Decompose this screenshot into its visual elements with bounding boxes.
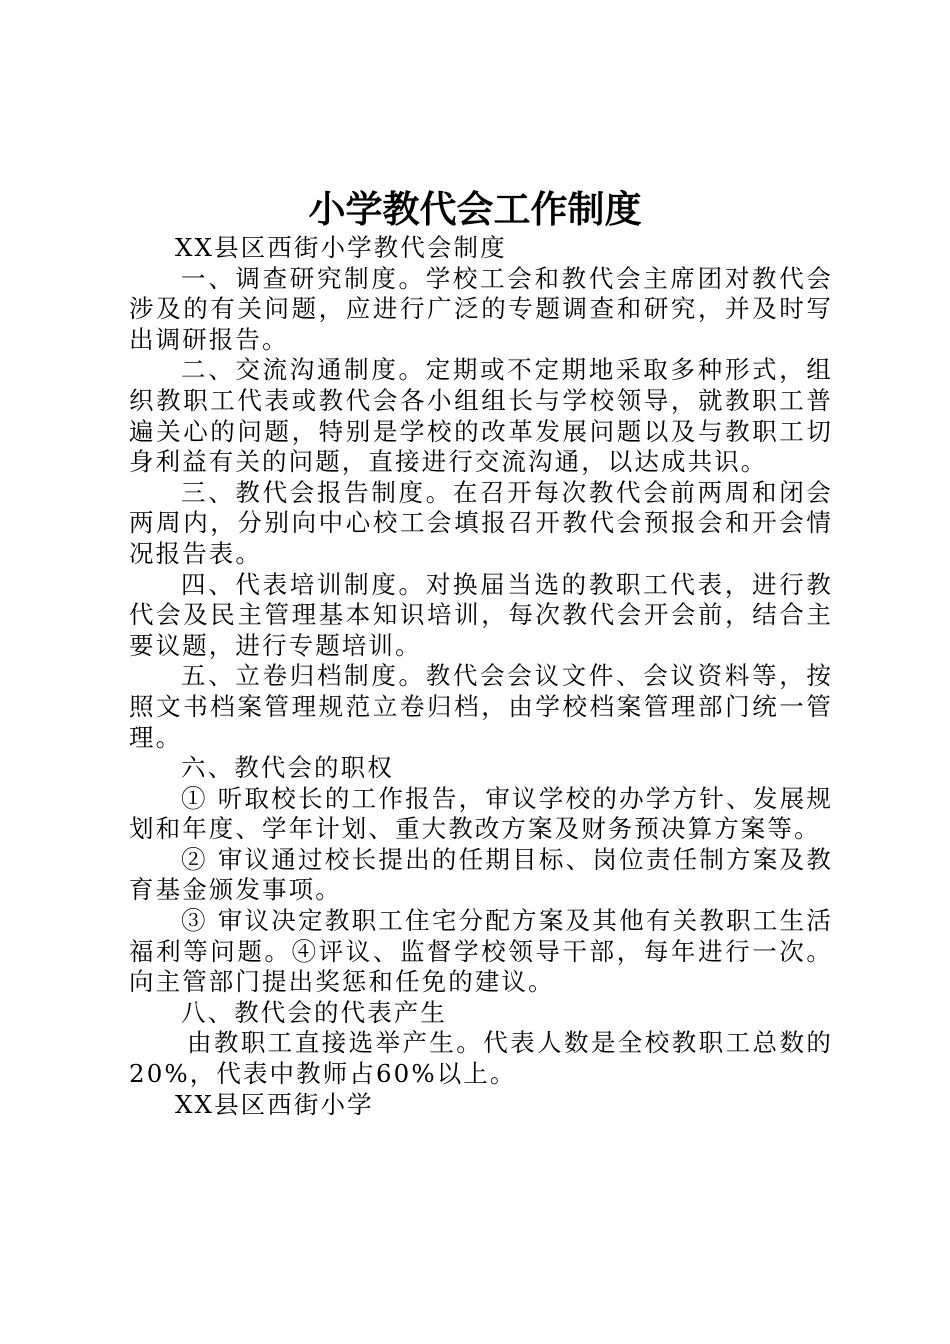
paragraph-communication-system: 二、交流沟通制度。定期或不定期地采取多种形式，组织教职工代表或教代会各小组组长与学校领导，就教职工普遍关心的问题，特别是学校的改革发展问题以及与教职工切身利益有关的问题，直接进行交流沟通，以达成共识。 (129, 355, 833, 477)
signature-school-name: XX县区西街小学 (175, 1089, 374, 1119)
paragraph-power-2: ② 审议通过校长提出的任期目标、岗位责任制方案及教育基金颁发事项。 (129, 844, 833, 905)
paragraph-training-system: 四、代表培训制度。对换届当选的教职工代表，进行教代会及民主管理基本知识培训，每次教代会开会前，结合主要议题，进行专题培训。 (129, 569, 833, 660)
document-body (129, 233, 833, 1120)
document-title: 小学教代会工作制度 (308, 187, 642, 231)
paragraph-election: 由教职工直接选举产生。代表人数是全校教职工总数的20%，代表中教师占60%以上。 (129, 1028, 833, 1089)
paragraph-power-3-4: ③ 审议决定教职工住宅分配方案及其他有关教职工生活福利等问题。④评议、监督学校领导干部，每年进行一次。向主管部门提出奖惩和任免的建议。 (129, 906, 833, 997)
heading-powers: 六、教代会的职权 (181, 753, 394, 783)
paragraph-archive-system: 五、立卷归档制度。教代会会议文件、会议资料等，按照文书档案管理规范立卷归档，由学校档案管理部门统一管理。 (129, 661, 833, 752)
school-name-heading: XX县区西街小学教代会制度 (175, 233, 507, 262)
paragraph-report-system: 三、教代会报告制度。在召开每次教代会前两周和闭会两周内，分别向中心校工会填报召开教代会预报会和开会情况报告表。 (129, 477, 833, 568)
paragraph-power-1: ① 听取校长的工作报告，审议学校的办学方针、发展规划和年度、学年计划、重大教改方案及财务预决算方案等。 (129, 783, 833, 844)
paragraph-research-system: 一、调查研究制度。学校工会和教代会主席团对教代会涉及的有关问题，应进行广泛的专题调查和研究，并及时写出调研报告。 (129, 263, 833, 354)
heading-representatives: 八、教代会的代表产生 (181, 997, 447, 1027)
